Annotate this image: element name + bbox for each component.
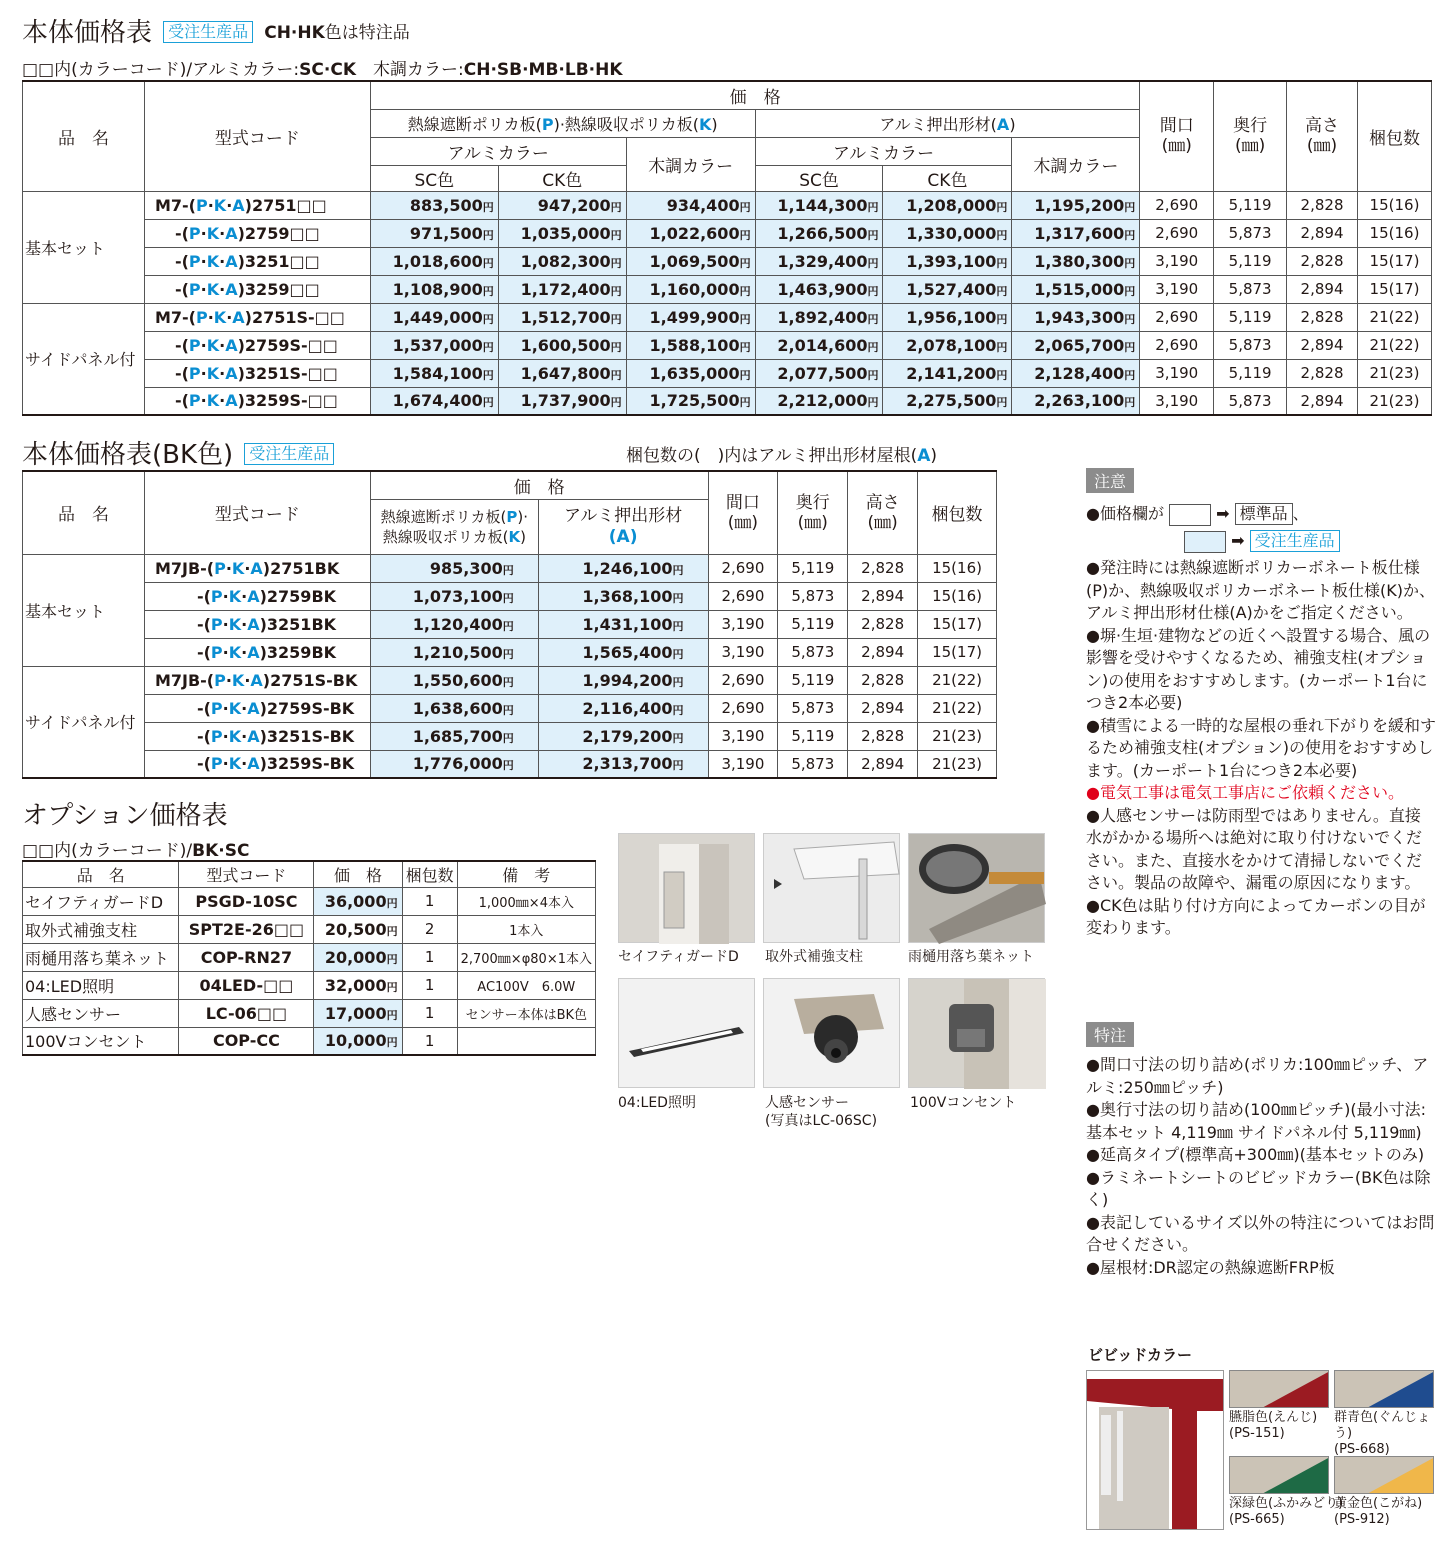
legend-white-box	[1169, 504, 1211, 526]
dim-w: 3,190	[708, 638, 778, 666]
table-row	[23, 915, 596, 943]
price-cell: 1,674,400円	[370, 387, 498, 415]
bk-col-height: 高さ (㎜)	[848, 471, 918, 554]
price-cell: 1,035,000円	[498, 219, 626, 247]
price-cell: 1,073,100円	[370, 582, 538, 610]
price-cell: 1,195,200円	[1012, 191, 1140, 219]
group-label: サイドパネル付	[23, 303, 145, 415]
option-name: セイフティガードD	[23, 887, 179, 915]
price-cell: 2,263,100円	[1012, 387, 1140, 415]
option-code: SPT2E-26□□	[179, 915, 314, 943]
price-cell: 1,463,900円	[755, 275, 883, 303]
dim-w: 2,690	[1140, 219, 1214, 247]
price-cell: 971,500円	[370, 219, 498, 247]
swatch-graphic	[1230, 1371, 1329, 1408]
price-cell: 1,588,100円	[626, 331, 755, 359]
caution-item: ●CK色は貼り付け方向によってカーボンの目が変わります。	[1086, 895, 1426, 937]
price-cell: 2,212,000円	[755, 387, 883, 415]
dim-w: 3,190	[1140, 247, 1214, 275]
dim-w: 2,690	[1140, 191, 1214, 219]
option-code: COP-CC	[179, 1027, 314, 1055]
option-code: 04LED-□□	[179, 971, 314, 999]
option-price: 10,000円	[314, 1027, 402, 1055]
price-cell: 1,550,600円	[370, 666, 538, 694]
option-pack: 1	[402, 971, 457, 999]
dim-d: 5,873	[1214, 331, 1287, 359]
model-code: -(P·K·A)2759S-BK	[144, 694, 370, 722]
option-code: LC-06□□	[179, 999, 314, 1027]
dim-h: 2,894	[848, 694, 918, 722]
caption-outlet: 100Vコンセント	[910, 1095, 1017, 1111]
model-code: -(P·K·A)2759BK	[144, 582, 370, 610]
dim-d: 5,119	[1214, 303, 1287, 331]
price-cell: 1,956,100円	[883, 303, 1012, 331]
price-cell: 1,892,400円	[755, 303, 883, 331]
option-name: 100Vコンセント	[23, 1027, 179, 1055]
table1-subtitle: □□内(カラーコード)/アルミカラー:SC·CK 木調カラー:CH·SB·MB·LB·HK	[22, 60, 623, 80]
dim-w: 3,190	[708, 610, 778, 638]
option-note: AC100V 6.0W	[457, 971, 595, 999]
dim-w: 2,690	[1140, 303, 1214, 331]
price-cell: 2,275,500円	[883, 387, 1012, 415]
option-price: 32,000円	[314, 971, 402, 999]
dim-h: 2,894	[1287, 387, 1358, 415]
option-name: 04:LED照明	[23, 971, 179, 999]
photo-leaf-net	[908, 833, 1045, 943]
option-pack: 1	[402, 1027, 457, 1055]
price-cell: 1,022,600円	[626, 219, 755, 247]
dim-h: 2,828	[848, 554, 918, 582]
price-cell: 947,200円	[498, 191, 626, 219]
price-cell: 1,537,000円	[370, 331, 498, 359]
table-row	[23, 943, 596, 971]
price-cell: 1,380,300円	[1012, 247, 1140, 275]
table1-heading	[22, 12, 410, 49]
dim-d: 5,873	[778, 694, 848, 722]
dim-w: 2,690	[708, 666, 778, 694]
col-width: 間口 (㎜)	[1140, 81, 1214, 191]
caution-item: ●発注時には熱線遮断ポリカーボネート板仕様(P)か、熱線吸収ポリカーボネート板仕様(K)か、アルミ押出形材仕様(A)かをご指定ください。	[1086, 558, 1435, 622]
dim-h: 2,894	[1287, 331, 1358, 359]
caution-item: ●人感センサーは防雨型ではありません。直接水がかかる場所へは絶対に取り付けないでください。また、直接水をかけて清掃しないでください。製品の故障や、漏電の原因になります。	[1086, 805, 1423, 892]
bk-col-name: 品 名	[23, 471, 145, 554]
price-cell: 1,393,100円	[883, 247, 1012, 275]
price-cell: 1,725,500円	[626, 387, 755, 415]
dim-h: 2,894	[848, 638, 918, 666]
price-cell: 1,776,000円	[370, 750, 538, 778]
opt-col-note: 備 考	[457, 861, 595, 887]
option-note: 1,000㎜×4本入	[457, 887, 595, 915]
color-swatch	[1229, 1456, 1329, 1494]
col-sc: SC色	[370, 165, 498, 191]
caption-motion-sensor: 人感センサー (写真はLC-06SC)	[765, 1095, 878, 1129]
caption-safety-guard: セイフティガードD	[618, 949, 739, 965]
swatch-label: 臙脂色(えんじ) (PS-151)	[1229, 1410, 1318, 1441]
table-row	[23, 971, 596, 999]
col-ck: CK色	[498, 165, 626, 191]
option-name: 雨樋用落ち葉ネット	[23, 943, 179, 971]
color-swatch	[1229, 1370, 1329, 1408]
swatch-graphic	[1335, 1457, 1434, 1494]
table2-title: 本体価格表(BK色)	[22, 440, 234, 470]
option-pack: 1	[402, 999, 457, 1027]
dim-d: 5,873	[1214, 387, 1287, 415]
table-row	[23, 554, 997, 582]
model-code: -(P·K·A)3251S-BK	[144, 722, 370, 750]
dim-w: 3,190	[708, 750, 778, 778]
group-label: サイドパネル付	[23, 666, 145, 778]
price-cell: 2,313,700円	[538, 750, 708, 778]
price-cell: 1,638,600円	[370, 694, 538, 722]
dim-d: 5,119	[778, 666, 848, 694]
swatch-graphic	[1230, 1457, 1329, 1494]
bk-col-price: 価 格	[370, 471, 708, 499]
table-row	[23, 694, 997, 722]
model-code: M7-(P·K·A)2751S-□□	[144, 303, 370, 331]
caution-notes	[1086, 503, 1436, 940]
price-cell: 1,527,400円	[883, 275, 1012, 303]
model-code: -(P·K·A)3251BK	[144, 610, 370, 638]
price-cell: 1,565,400円	[538, 638, 708, 666]
price-cell: 2,065,700円	[1012, 331, 1140, 359]
made-to-order-badge-2: 受注生産品	[244, 443, 334, 465]
dim-p: 15(17)	[918, 638, 997, 666]
model-code: -(P·K·A)3259S-BK	[144, 750, 370, 778]
dim-p: 21(22)	[1357, 303, 1431, 331]
col-wood-color-a: 木調カラー	[1012, 137, 1140, 191]
options-title: オプション価格表	[22, 801, 228, 831]
model-code: M7-(P·K·A)2751□□	[144, 191, 370, 219]
color-swatch	[1334, 1456, 1434, 1494]
price-cell: 2,141,200円	[883, 359, 1012, 387]
table-row	[23, 247, 1432, 275]
price-cell: 2,179,200円	[538, 722, 708, 750]
col-ck-a: CK色	[883, 165, 1012, 191]
table-row	[23, 359, 1432, 387]
photo-led-light	[618, 978, 755, 1088]
col-alu-extrusion: アルミ押出形材(A)	[755, 109, 1140, 137]
price-cell: 1,515,000円	[1012, 275, 1140, 303]
dim-d: 5,873	[778, 638, 848, 666]
vivid-color-title: ビビッドカラー	[1088, 1346, 1192, 1364]
price-legend-std: ●価格欄が ➡ 標準品 、	[1086, 503, 1436, 530]
model-code: -(P·K·A)3251□□	[144, 247, 370, 275]
model-code: M7JB-(P·K·A)2751BK	[144, 554, 370, 582]
swatch-label: 群青色(ぐんじょう) (PS-668)	[1334, 1410, 1431, 1457]
col-alumi-color: アルミカラー	[370, 137, 626, 165]
special-item: ●表記しているサイズ以外の特注についてはお問合せください。	[1086, 1212, 1435, 1254]
dim-w: 3,190	[1140, 387, 1214, 415]
price-cell: 883,500円	[370, 191, 498, 219]
swatch-graphic	[1335, 1371, 1434, 1408]
price-cell: 1,600,500円	[498, 331, 626, 359]
caution-item: ●塀·生垣·建物などの近くへ設置する場合、風の影響を受けやすくなるため、補強支柱(オプション)の使用をおすすめします。(カーポート1台につき2本必要)	[1086, 625, 1431, 712]
col-sc-a: SC色	[755, 165, 883, 191]
opt-col-code: 型式コード	[179, 861, 314, 887]
price-cell: 1,144,300円	[755, 191, 883, 219]
model-code: M7JB-(P·K·A)2751S-BK	[144, 666, 370, 694]
option-pack: 2	[402, 915, 457, 943]
price-cell: 1,266,500円	[755, 219, 883, 247]
dim-h: 2,828	[1287, 303, 1358, 331]
price-cell: 2,077,500円	[755, 359, 883, 387]
price-cell: 1,449,000円	[370, 303, 498, 331]
opt-col-pack: 梱包数	[402, 861, 457, 887]
price-cell: 1,246,100円	[538, 554, 708, 582]
caution-tag: 注意	[1086, 468, 1134, 493]
dim-d: 5,873	[1214, 219, 1287, 247]
price-cell: 1,499,900円	[626, 303, 755, 331]
dim-w: 3,190	[1140, 275, 1214, 303]
option-code: PSGD-10SC	[179, 887, 314, 915]
special-item: ●間口寸法の切り詰め(ポリカ:100㎜ピッチ、アルミ:250㎜ピッチ)	[1086, 1055, 1429, 1097]
opt-col-price: 価 格	[314, 861, 402, 887]
dim-h: 2,828	[1287, 191, 1358, 219]
option-note	[457, 1027, 595, 1055]
dim-p: 21(23)	[918, 750, 997, 778]
group-label: 基本セット	[23, 554, 145, 666]
bk-col-width: 間口 (㎜)	[708, 471, 778, 554]
price-cell: 1,943,300円	[1012, 303, 1140, 331]
price-cell: 1,512,700円	[498, 303, 626, 331]
table-row	[23, 582, 997, 610]
price-cell: 1,160,000円	[626, 275, 755, 303]
options-subtitle: □□内(カラーコード)/BK·SC	[22, 841, 250, 861]
price-legend-order: ➡ 受注生産品	[1086, 530, 1436, 557]
caption-led-light: 04:LED照明	[618, 1095, 696, 1111]
dim-p: 21(22)	[918, 666, 997, 694]
special-order-notes	[1086, 1054, 1436, 1279]
dim-w: 2,690	[708, 554, 778, 582]
table-row	[23, 999, 596, 1027]
table-row	[23, 387, 1432, 415]
model-code: -(P·K·A)3259BK	[144, 638, 370, 666]
dim-p: 15(17)	[918, 610, 997, 638]
col-name: 品 名	[23, 81, 145, 191]
swatch-label: 黄金色(こがね) (PS-912)	[1334, 1496, 1423, 1527]
col-pack: 梱包数	[1357, 81, 1431, 191]
caution-item: ●積雪による一時的な屋根の垂れ下がりを緩和するため補強支柱(オプション)の使用をおすすめします。(カーポート1台につき2本必要)	[1086, 715, 1436, 780]
made-to-order-badge: 受注生産品	[163, 21, 253, 43]
price-cell: 1,584,100円	[370, 359, 498, 387]
price-cell: 1,329,400円	[755, 247, 883, 275]
price-cell: 934,400円	[626, 191, 755, 219]
bk-col-pack: 梱包数	[918, 471, 997, 554]
dim-d: 5,873	[778, 750, 848, 778]
legend-blue-box	[1184, 531, 1226, 553]
table-row	[23, 1027, 596, 1055]
dim-h: 2,828	[848, 722, 918, 750]
dim-w: 2,690	[708, 582, 778, 610]
price-cell: 1,368,100円	[538, 582, 708, 610]
table-row	[23, 610, 997, 638]
price-cell: 1,018,600円	[370, 247, 498, 275]
table-row	[23, 887, 596, 915]
option-note: 2,700㎜×φ80×1本入	[457, 943, 595, 971]
option-price: 17,000円	[314, 999, 402, 1027]
electrical-note: ●電気工事は電気工事店にご依頼ください。	[1086, 783, 1404, 802]
table-row	[23, 303, 1432, 331]
col-poly: 熱線遮断ポリカ板(P)·熱線吸収ポリカ板(K)	[370, 109, 755, 137]
price-cell: 2,128,400円	[1012, 359, 1140, 387]
bk-price-table	[22, 470, 997, 779]
col-depth: 奥行 (㎜)	[1214, 81, 1287, 191]
special-item: ●屋根材:DR認定の熱線遮断FRP板	[1086, 1257, 1335, 1277]
price-cell: 1,647,800円	[498, 359, 626, 387]
special-order-tag: 特注	[1086, 1022, 1134, 1047]
dim-d: 5,873	[778, 582, 848, 610]
special-color-note: CH·HK色は特注品	[264, 23, 410, 43]
model-code: -(P·K·A)2759□□	[144, 219, 370, 247]
group-label: 基本セット	[23, 191, 145, 303]
price-cell: 1,431,100円	[538, 610, 708, 638]
bk-col-alu: アルミ押出形材 (A)	[538, 499, 708, 554]
dim-d: 5,119	[778, 722, 848, 750]
dim-h: 2,894	[1287, 275, 1358, 303]
price-cell: 1,210,500円	[370, 638, 538, 666]
model-code: -(P·K·A)3259□□	[144, 275, 370, 303]
option-price: 20,500円	[314, 915, 402, 943]
dim-p: 15(17)	[1357, 247, 1431, 275]
dim-p: 21(22)	[1357, 331, 1431, 359]
dim-p: 15(16)	[918, 554, 997, 582]
vivid-color-photo	[1086, 1370, 1224, 1530]
price-cell: 1,172,400円	[498, 275, 626, 303]
caption-leaf-net: 雨樋用落ち葉ネット	[908, 949, 1034, 965]
price-cell: 2,116,400円	[538, 694, 708, 722]
price-cell: 2,078,100円	[883, 331, 1012, 359]
dim-w: 2,690	[708, 694, 778, 722]
dim-h: 2,894	[1287, 219, 1358, 247]
price-cell: 1,208,000円	[883, 191, 1012, 219]
dim-h: 2,894	[848, 750, 918, 778]
dim-h: 2,828	[1287, 359, 1358, 387]
price-cell: 985,300円	[370, 554, 538, 582]
color-swatch	[1334, 1370, 1434, 1408]
price-cell: 1,635,000円	[626, 359, 755, 387]
dim-d: 5,119	[778, 554, 848, 582]
dim-h: 2,894	[848, 582, 918, 610]
dim-h: 2,828	[1287, 247, 1358, 275]
table-row	[23, 275, 1432, 303]
option-pack: 1	[402, 887, 457, 915]
pack-note: 梱包数の( )内はアルミ押出形材屋根(A)	[626, 446, 938, 466]
photo-motion-sensor	[763, 978, 900, 1088]
dim-p: 21(22)	[918, 694, 997, 722]
dim-d: 5,119	[1214, 247, 1287, 275]
table-row	[23, 219, 1432, 247]
special-item: ●奥行寸法の切り詰め(100㎜ピッチ)(最小寸法:基本セット 4,119㎜ サイドパネル付 5,119㎜)	[1086, 1100, 1426, 1142]
table-row	[23, 638, 997, 666]
option-name: 取外式補強支柱	[23, 915, 179, 943]
table-row	[23, 722, 997, 750]
model-code: -(P·K·A)3259S-□□	[144, 387, 370, 415]
bk-col-poly: 熱線遮断ポリカ板(P)· 熱線吸収ポリカ板(K)	[370, 499, 538, 554]
option-pack: 1	[402, 943, 457, 971]
table2-heading	[22, 434, 334, 471]
option-code: COP-RN27	[179, 943, 314, 971]
col-wood-color: 木調カラー	[626, 137, 755, 191]
dim-p: 15(16)	[1357, 191, 1431, 219]
table-row	[23, 331, 1432, 359]
dim-p: 21(23)	[1357, 359, 1431, 387]
price-cell: 1,069,500円	[626, 247, 755, 275]
photo-support-pillar	[763, 833, 900, 943]
bk-col-code: 型式コード	[144, 471, 370, 554]
table1-title: 本体価格表	[22, 18, 153, 48]
price-cell: 1,994,200円	[538, 666, 708, 694]
dim-p: 15(16)	[918, 582, 997, 610]
dim-d: 5,119	[1214, 191, 1287, 219]
option-price: 36,000円	[314, 887, 402, 915]
price-cell: 1,330,000円	[883, 219, 1012, 247]
dim-w: 3,190	[708, 722, 778, 750]
price-cell: 2,014,600円	[755, 331, 883, 359]
opt-col-name: 品 名	[23, 861, 179, 887]
options-table	[22, 860, 596, 1056]
price-cell: 1,317,600円	[1012, 219, 1140, 247]
dim-h: 2,828	[848, 666, 918, 694]
price-cell: 1,108,900円	[370, 275, 498, 303]
dim-p: 15(17)	[1357, 275, 1431, 303]
bk-col-depth: 奥行 (㎜)	[778, 471, 848, 554]
option-price: 20,000円	[314, 943, 402, 971]
dim-p: 21(23)	[918, 722, 997, 750]
caption-support-pillar: 取外式補強支柱	[765, 949, 863, 965]
dim-p: 15(16)	[1357, 219, 1431, 247]
option-note: 1本入	[457, 915, 595, 943]
price-cell: 1,685,700円	[370, 722, 538, 750]
price-cell: 1,120,400円	[370, 610, 538, 638]
photo-outlet	[908, 978, 1045, 1088]
dim-h: 2,828	[848, 610, 918, 638]
special-item: ●ラミネートシートのビビッドカラー(BK色は除く)	[1086, 1167, 1431, 1209]
col-height: 高さ (㎜)	[1287, 81, 1358, 191]
dim-w: 2,690	[1140, 331, 1214, 359]
option-note: センサー本体はBK色	[457, 999, 595, 1027]
dim-p: 21(23)	[1357, 387, 1431, 415]
main-price-table	[22, 80, 1432, 416]
option-name: 人感センサー	[23, 999, 179, 1027]
special-item: ●延高タイプ(標準高+300㎜)(基本セットのみ)	[1086, 1145, 1425, 1164]
col-price: 価 格	[370, 81, 1139, 109]
col-alumi-color-a: アルミカラー	[755, 137, 1012, 165]
col-code: 型式コード	[144, 81, 370, 191]
table-row	[23, 191, 1432, 219]
dim-w: 3,190	[1140, 359, 1214, 387]
price-cell: 1,082,300円	[498, 247, 626, 275]
table-row	[23, 666, 997, 694]
table-row	[23, 750, 997, 778]
dim-d: 5,873	[1214, 275, 1287, 303]
dim-d: 5,119	[778, 610, 848, 638]
dim-d: 5,119	[1214, 359, 1287, 387]
model-code: -(P·K·A)3251S-□□	[144, 359, 370, 387]
swatch-label: 深緑色(ふかみどり) (PS-665)	[1229, 1496, 1344, 1527]
price-cell: 1,737,900円	[498, 387, 626, 415]
model-code: -(P·K·A)2759S-□□	[144, 331, 370, 359]
photo-safety-guard	[618, 833, 755, 943]
